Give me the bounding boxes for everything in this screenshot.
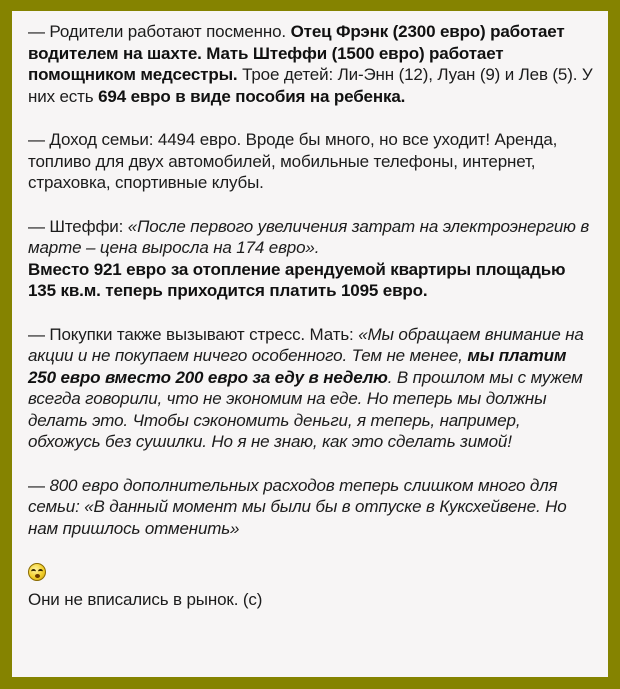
paragraph-shopping: [28, 324, 594, 453]
p5-text-1: —: [28, 475, 50, 495]
p1-text-1: — Родители работают посменно.: [28, 22, 291, 41]
p1-bold-2: 694 евро в виде пособия на ребенка.: [98, 86, 406, 106]
shocked-smiley-icon: [28, 563, 46, 581]
p4-quote-2: . В прошлом мы с мужем всегда говорили, что не экономим на еде. Но теперь мы должны делать это. Чтобы сэкономить деньги, я теперь, например, обхожусь без сушилки. Но я не знаю, как это сделать зимой!: [28, 367, 583, 451]
p4-quote-1: «Мы обращаем внимание на акции и не покупаем ничего особенного. Тем не менее,: [28, 324, 584, 365]
p2-text: — Доход семьи: 4494 евро. Вроде бы много, но все уходит! Аренда, топливо для двух автомобилей, мобильные телефоны, интернет, страховка, спортивные клубы.: [28, 130, 558, 192]
article-text: [28, 21, 594, 610]
p1-text-2: Трое детей: Ли-Энн (12), Луан (9) и Лев (5). У них есть: [28, 65, 593, 106]
p4-bold-quote: мы платим 250 евро вместо 200 евро за еду в неделю: [28, 346, 567, 387]
signoff-line: Они не вписались в рынок. (с): [28, 589, 263, 609]
content-frame: [12, 11, 608, 677]
paragraph-income: [28, 129, 594, 194]
paragraph-vacation: [28, 475, 594, 540]
paragraph-family: [28, 21, 594, 107]
p4-text-1: — Покупки также вызывают стресс. Мать:: [28, 324, 359, 344]
p5-quote: 800 евро дополнительных расходов теперь слишком много для семьи: «В данный момент мы были бы в отпуске в Куксхейвене. Но нам пришлось отменить»: [28, 475, 567, 538]
p3-quote: «После первого увеличения затрат на электроэнергию в марте – цена выросла на 174 евро».: [28, 216, 590, 257]
paragraph-heating: [28, 216, 594, 302]
p3-text-1: — Штеффи:: [28, 216, 128, 236]
p3-bold: Вместо 921 евро за отопление арендуемой квартиры площадью 135 кв.м. теперь приходится платить 1095 евро.: [28, 259, 566, 300]
p1-bold-1: Отец Фрэнк (2300 евро) работает водителем на шахте. Мать Штеффи (1500 евро) работает помощником медсестры.: [28, 22, 565, 84]
